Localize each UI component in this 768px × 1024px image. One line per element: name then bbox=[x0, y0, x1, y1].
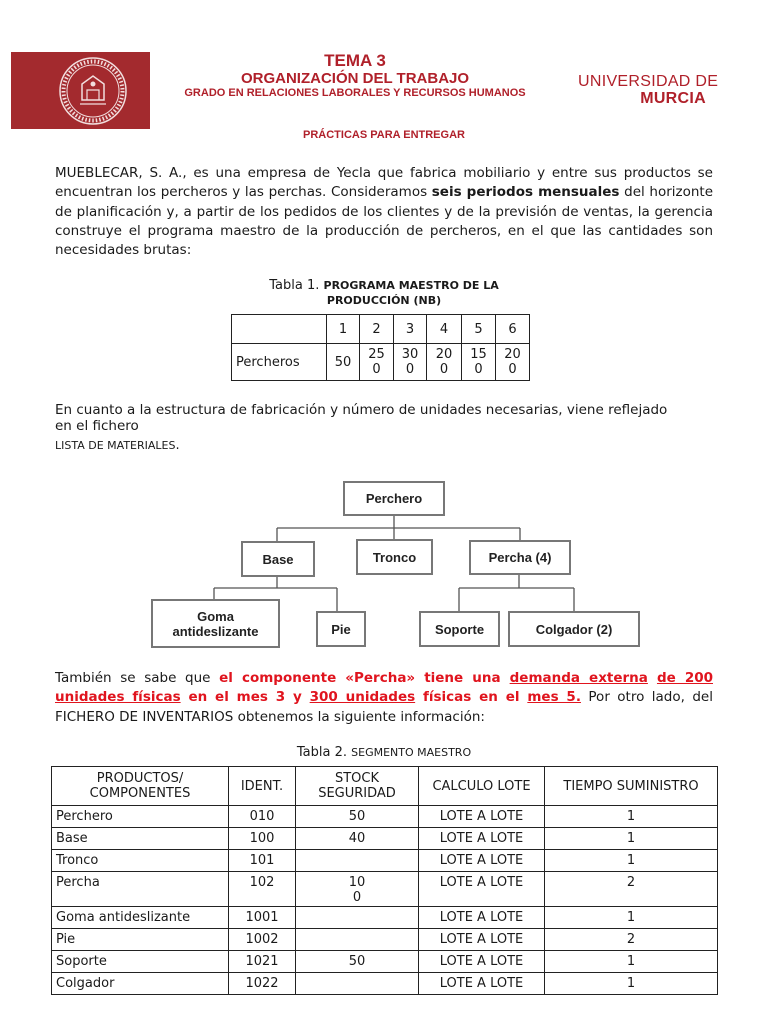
table2-ident: 1002 bbox=[229, 929, 296, 951]
demand-underline-4: mes 5. bbox=[527, 689, 581, 706]
table2-stock-line: 50 bbox=[348, 954, 366, 969]
table-row bbox=[52, 828, 718, 850]
table2-caption-prefix: Tabla 2. bbox=[296, 745, 347, 760]
table2-tiempo: 1 bbox=[545, 806, 718, 828]
table2-product-name: Soporte bbox=[52, 951, 229, 973]
table-row bbox=[52, 973, 718, 995]
demand-underline-1: demanda externa bbox=[509, 670, 648, 686]
table2-product-name: Goma antideslizante bbox=[52, 907, 229, 929]
university-line1: UNIVERSIDAD DE bbox=[578, 73, 719, 90]
table2-stock bbox=[296, 929, 419, 951]
table1-value-line1: 15 bbox=[470, 347, 487, 362]
table1-period: 3 bbox=[394, 315, 427, 344]
table2-header-tiempo: TIEMPO SUMINISTRO bbox=[545, 767, 718, 806]
table2-header-ident: IDENT. bbox=[229, 767, 296, 806]
demand-text-2: Por otro lado, del FICHERO DE INVENTARIOS obtenemos la siguiente información: bbox=[55, 689, 713, 725]
lista-suffix: . bbox=[175, 438, 180, 453]
table2-caption-sc: SEGMENTO MAESTRO bbox=[351, 746, 472, 759]
table1-period: 2 bbox=[360, 315, 394, 344]
course-title: ORGANIZACIÓN DEL TRABAJO bbox=[240, 70, 470, 87]
bom-node-soporte: Soporte bbox=[419, 611, 500, 647]
table-row bbox=[52, 929, 718, 951]
table2-ident: 1021 bbox=[229, 951, 296, 973]
table2-stock bbox=[296, 828, 419, 850]
table2-tiempo: 1 bbox=[545, 828, 718, 850]
table2-ident: 102 bbox=[229, 872, 296, 907]
table2-product-name: Tronco bbox=[52, 850, 229, 872]
demand-paragraph bbox=[55, 669, 713, 727]
tema-title: TEMA 3 bbox=[324, 51, 386, 70]
table1-caption-prefix: Tabla 1. bbox=[269, 278, 320, 293]
table2-header-prod2: COMPONENTES bbox=[89, 786, 191, 801]
table2-lote: LOTE A LOTE bbox=[419, 973, 545, 995]
table1-value-line1: 30 bbox=[401, 347, 419, 362]
demand-red-1: el componente «Percha» tiene una bbox=[219, 670, 510, 686]
table2-product-name: Pie bbox=[52, 929, 229, 951]
table2-stock-line: 10 bbox=[348, 875, 366, 890]
table2-stock-line: 0 bbox=[352, 890, 362, 905]
bom-node-pie: Pie bbox=[316, 611, 366, 647]
table2-lote: LOTE A LOTE bbox=[419, 929, 545, 951]
table1-value-line2: 0 bbox=[474, 362, 483, 377]
table1-row-label: Percheros bbox=[232, 344, 327, 381]
university-line2: MURCIA bbox=[640, 90, 706, 107]
table2-stock bbox=[296, 907, 419, 929]
table2-lote: LOTE A LOTE bbox=[419, 872, 545, 907]
table1-period: 6 bbox=[496, 315, 530, 344]
table2-stock-line: 40 bbox=[348, 831, 366, 846]
table2-lote: LOTE A LOTE bbox=[419, 907, 545, 929]
table2-tiempo: 1 bbox=[545, 951, 718, 973]
table2-product-name: Base bbox=[52, 828, 229, 850]
table2-product-name: Colgador bbox=[52, 973, 229, 995]
demand-text-1: También se sabe que bbox=[55, 670, 220, 686]
table-row bbox=[52, 872, 718, 907]
table2-header-lote: CALCULO LOTE bbox=[419, 767, 545, 806]
table2-header-products bbox=[52, 767, 229, 806]
table1-value-line2: 0 bbox=[405, 362, 415, 377]
table2-header-row bbox=[52, 767, 718, 806]
demand-underline-3: 300 unidades bbox=[309, 689, 416, 706]
degree-subtitle: GRADO EN RELACIONES LABORALES Y RECURSOS HUMANOS bbox=[184, 87, 526, 99]
table-row bbox=[52, 806, 718, 828]
table2-stock bbox=[296, 806, 419, 828]
master-segment-table bbox=[51, 766, 718, 995]
table1-value-line2: 0 bbox=[439, 362, 449, 377]
structure-text-line1: En cuanto a la estructura de fabricación y número de unidades necesarias, viene reflejado bbox=[55, 402, 668, 418]
bom-node-percha: Percha (4) bbox=[469, 540, 571, 575]
table2-tiempo: 2 bbox=[545, 872, 718, 907]
table2-lote: LOTE A LOTE bbox=[419, 850, 545, 872]
table1-value-line1: 20 bbox=[435, 347, 453, 362]
table-row bbox=[52, 907, 718, 929]
bom-node-goma-line2: antideslizante bbox=[172, 623, 259, 639]
table1-value-line1: 20 bbox=[504, 347, 521, 362]
table1-value-line2: 0 bbox=[372, 362, 381, 377]
bom-node-perchero: Perchero bbox=[343, 481, 445, 516]
table2-stock bbox=[296, 951, 419, 973]
table2-product-name: Percha bbox=[52, 872, 229, 907]
table2-tiempo: 1 bbox=[545, 907, 718, 929]
table1-period: 5 bbox=[462, 315, 496, 344]
table1-value-line2: 0 bbox=[508, 362, 517, 377]
bom-node-base: Base bbox=[241, 541, 315, 577]
table2-ident: 100 bbox=[229, 828, 296, 850]
intro-text-2: del horizonte de planificación y, a partir de los pedidos de los clientes y de la previsión de ventas, la gerencia construye el programa maestro de la producción de percheros, en el que las cantidades son necesidades brutas: bbox=[55, 184, 714, 259]
table-row bbox=[52, 951, 718, 973]
table1-period: 1 bbox=[327, 315, 360, 344]
bom-node-goma bbox=[151, 599, 280, 648]
table2-stock-line: 50 bbox=[348, 809, 366, 824]
table2-lote: LOTE A LOTE bbox=[419, 828, 545, 850]
table2-tiempo: 1 bbox=[545, 973, 718, 995]
demand-underline-2: de 200 unidades físicas bbox=[55, 670, 713, 706]
table2-ident: 101 bbox=[229, 850, 296, 872]
table2-header-stock2: SEGURIDAD bbox=[318, 786, 396, 801]
intro-text-1: MUEBLECAR, S. A., es una empresa de Yecla que fabrica mobiliario y entre sus productos se encuentran los percheros y las perchas. Consideramos bbox=[55, 165, 713, 201]
table2-ident: 1022 bbox=[229, 973, 296, 995]
bom-node-goma-line1: Goma bbox=[197, 608, 234, 624]
table2-stock bbox=[296, 872, 419, 907]
table-row bbox=[52, 850, 718, 872]
table1-value-line1: 50 bbox=[334, 354, 352, 370]
structure-text-line2: en el fichero bbox=[55, 418, 139, 434]
demand-red-2 bbox=[648, 670, 657, 686]
table1-period: 4 bbox=[427, 315, 462, 344]
lista-text: LISTA DE MATERIALES bbox=[55, 439, 176, 452]
intro-bold: seis periodos mensuales bbox=[431, 184, 620, 201]
demand-red-3: en el mes 3 y bbox=[180, 689, 310, 706]
table2-product-name: Perchero bbox=[52, 806, 229, 828]
table2-header-prod1: PRODUCTOS/ bbox=[96, 771, 184, 786]
table2-stock bbox=[296, 973, 419, 995]
bom-node-tronco: Tronco bbox=[356, 539, 433, 575]
table2-lote: LOTE A LOTE bbox=[419, 806, 545, 828]
table2-tiempo: 1 bbox=[545, 850, 718, 872]
section-title: PRÁCTICAS PARA ENTREGAR bbox=[303, 129, 465, 141]
table2-tiempo: 2 bbox=[545, 929, 718, 951]
table2-header-stock bbox=[296, 767, 419, 806]
table2-stock bbox=[296, 850, 419, 872]
table1-value-line1: 25 bbox=[368, 347, 385, 362]
table2-caption bbox=[234, 745, 534, 760]
table2-lote: LOTE A LOTE bbox=[419, 951, 545, 973]
table2-header-stock1: STOCK bbox=[334, 771, 380, 786]
table2-ident: 1001 bbox=[229, 907, 296, 929]
bom-node-colgador: Colgador (2) bbox=[508, 611, 640, 647]
table1-caption-line2: PRODUCCIÓN (NB) bbox=[326, 294, 442, 307]
table1-caption-line1: PROGRAMA MAESTRO DE LA bbox=[323, 279, 499, 292]
demand-red-4: físicas en el bbox=[415, 689, 528, 706]
table2-ident: 010 bbox=[229, 806, 296, 828]
